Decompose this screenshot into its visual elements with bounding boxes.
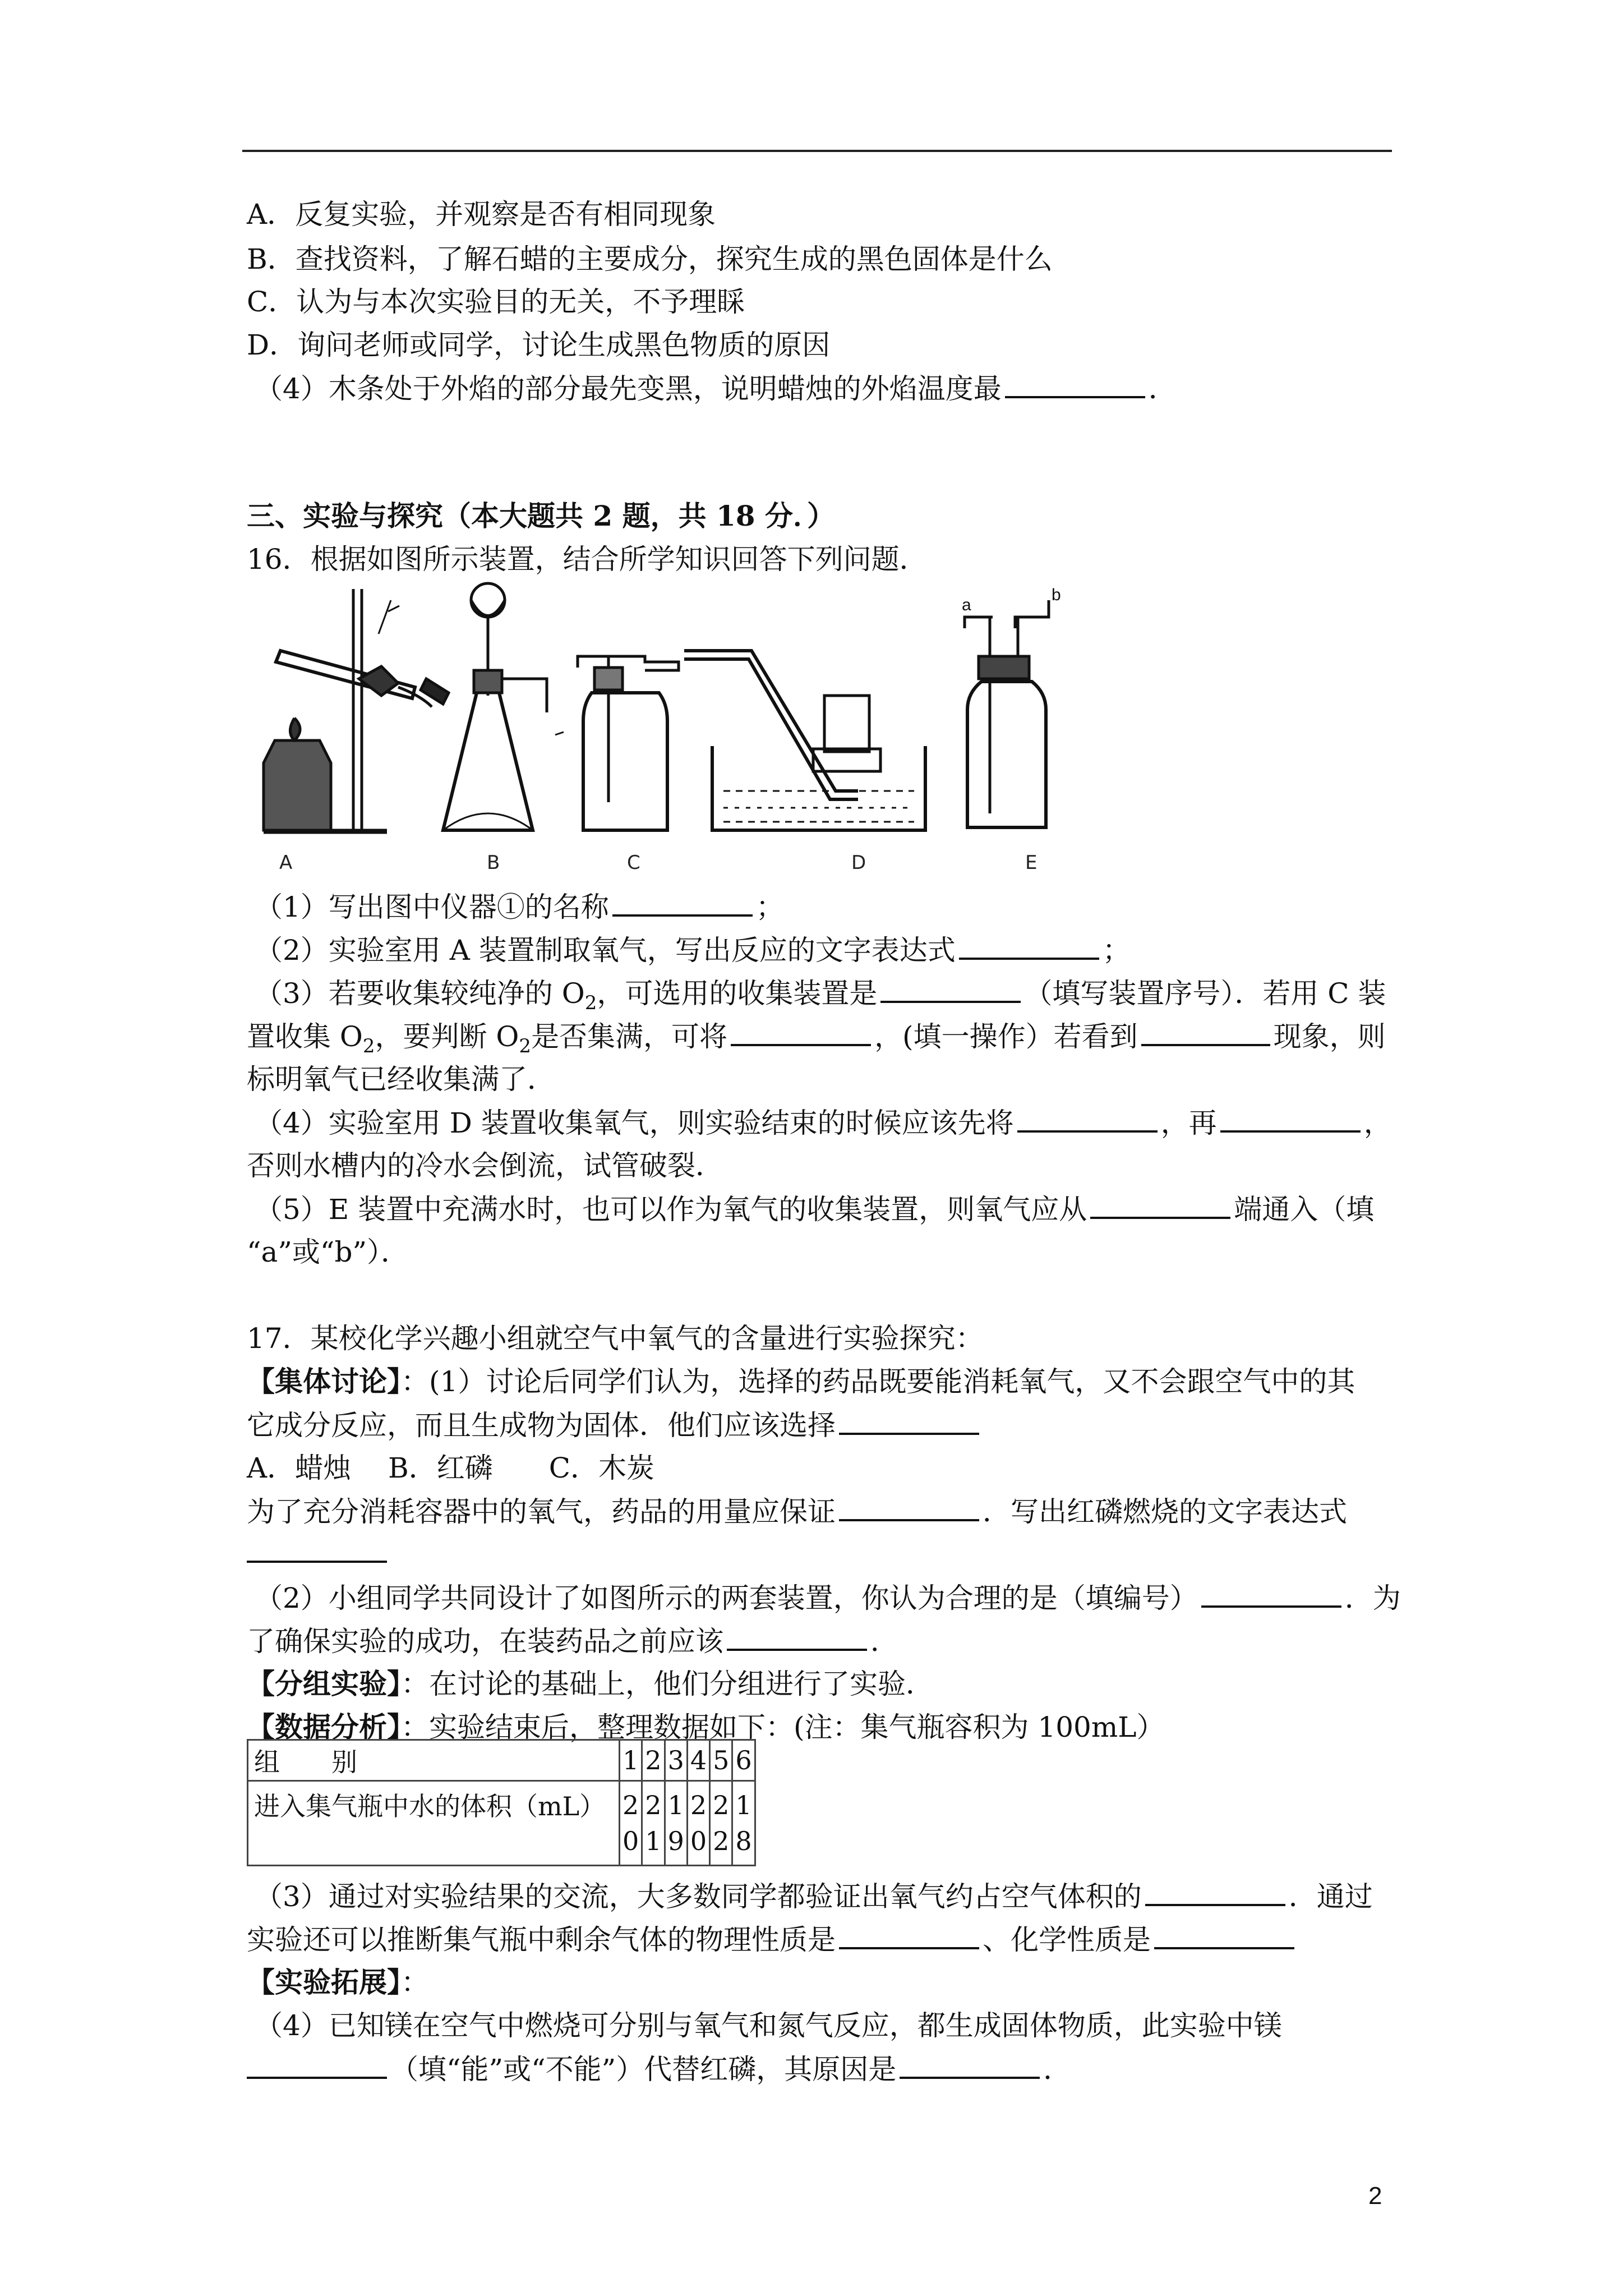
answer-blank[interactable] (731, 1019, 871, 1046)
answer-blank[interactable] (839, 1408, 979, 1435)
answer-blank[interactable] (839, 1922, 979, 1949)
answer-blank[interactable] (1141, 1019, 1270, 1046)
table-cell: 5 (710, 1740, 732, 1781)
table-cell: 21 (642, 1781, 665, 1866)
table-cell: 20 (620, 1781, 642, 1866)
question-17-1-line1: 【集体讨论】：(1）讨论后同学们认为，选择的药品既要能消耗氧气，又不会跟空气中的其 (247, 1365, 1355, 1398)
option-a: A．反复实验，并观察是否有相同现象 (247, 198, 716, 231)
answer-blank[interactable] (727, 1624, 867, 1651)
group-experiment: 【分组实验】：在讨论的基础上，他们分组进行了实验． (247, 1667, 934, 1700)
question-17-4-line1: （4）已知镁在空气中燃烧可分别与氧气和氮气反应，都生成固体物质，此实验中镁 (255, 2009, 1282, 2042)
option-d: D．询问老师或同学，讨论生成黑色物质的原因 (247, 329, 831, 361)
question-16-3-line2: 置收集 $O_2$，要判断 $O_2$是否集满，可将 ，(填一操作）若看到 现象，则 (247, 1020, 1386, 1057)
figure-label-d: D (851, 852, 866, 874)
question-17-1-line4 (247, 1536, 390, 1570)
answer-blank[interactable] (612, 890, 753, 917)
table-cell: 4 (687, 1740, 709, 1781)
question-16-5-line1: （5）E 装置中充满水时，也可以作为氧气的收集装置，则氧气应从 端通入（填 (255, 1193, 1375, 1226)
question-16-5-line2: “a”或“b”）． (247, 1236, 409, 1268)
question-17-3-line2: 实验还可以推断集气瓶中剩余气体的物理性质是 、化学性质是 (247, 1922, 1298, 1957)
table-cell: 3 (665, 1740, 687, 1781)
question-17-1-line2: 它成分反应，而且生成物为固体．他们应该选择 (247, 1408, 983, 1442)
apparatus-c (578, 656, 679, 830)
table-cell: 18 (732, 1781, 755, 1866)
table-cell: 20 (687, 1781, 709, 1866)
answer-blank[interactable] (1017, 1106, 1158, 1133)
answer-blank[interactable] (1005, 371, 1145, 398)
question-17-4-line2: （填“能”或“不能”）代替红磷，其原因是 ． (247, 2052, 1071, 2086)
option-c: C．认为与本次实验目的无关，不予理睬 (247, 286, 745, 318)
answer-blank[interactable] (959, 933, 1099, 960)
apparatus-b (443, 583, 564, 830)
experiment-extension: 【实验拓展】： (247, 1966, 429, 1999)
figure-label-a: A (279, 852, 293, 874)
answer-blank[interactable] (880, 976, 1021, 1003)
answer-blank[interactable] (839, 1494, 979, 1521)
answer-blank[interactable] (1201, 1581, 1341, 1608)
option-b: B．查找资料，了解石蜡的主要成分，探究生成的黑色固体是什么 (247, 243, 1053, 275)
page-number: 2 (1368, 2182, 1382, 2210)
header-rule (242, 150, 1392, 152)
table-row (248, 1781, 755, 1866)
answer-blank[interactable] (247, 2052, 387, 2079)
question-16-2: （2）实验室用 A 装置制取氧气，写出反应的文字表达式 ； (255, 934, 1131, 967)
answer-blank[interactable] (900, 2052, 1040, 2079)
table-cell: 2 (642, 1740, 665, 1781)
tube-label-b: b (1052, 586, 1061, 604)
question-16-stem: 16．根据如图所示装置，结合所学知识回答下列问题． (247, 543, 928, 576)
table-header-label: 组 别 (248, 1740, 620, 1781)
question-16-4-line1: （4）实验室用 D 装置收集氧气，则实验结束的时候应该先将 ，再 ， (255, 1107, 1392, 1139)
apparatus-e (962, 586, 1061, 827)
question-17-1-line3: 为了充分消耗容器中的氧气，药品的用量应保证 ．写出红磷燃烧的文字表达式 (247, 1496, 1347, 1528)
table-cell: 22 (710, 1781, 732, 1866)
table-cell: 19 (665, 1781, 687, 1866)
table-row-label: 进入集气瓶中水的体积（mL） (248, 1781, 620, 1866)
question-16-4-line2: 否则水槽内的冷水会倒流，试管破裂． (247, 1149, 723, 1182)
apparatus-d (684, 651, 925, 830)
question-17-3-line1: （3）通过对实验结果的交流，大多数同学都验证出氧气约占空气体积的 ．通过 (255, 1880, 1373, 1913)
data-analysis: 【数据分析】：实验结束后，整理数据如下：(注：集气瓶容积为 100mL） (247, 1710, 1165, 1743)
question-16-3-line1: （3）若要收集较纯净的 $O_2$，可选用的收集装置是 （填写装置序号）．若用 C 装 (255, 977, 1386, 1014)
question-16-1: （1）写出图中仪器①的名称 ； (255, 891, 784, 923)
answer-blank[interactable] (1145, 1879, 1285, 1906)
section-title: 三、实验与探究（本大题共 2 题，共 18 分．） (247, 499, 835, 532)
answer-blank[interactable] (1090, 1192, 1230, 1219)
table-row (248, 1740, 755, 1781)
answer-blank[interactable] (1154, 1922, 1294, 1949)
tube-label-a: a (962, 596, 971, 614)
question-16-3-line3: 标明氧气已经收集满了． (247, 1063, 555, 1096)
figure-label-c: C (627, 852, 640, 874)
table-cell: 1 (620, 1740, 642, 1781)
apparatus-a (264, 589, 449, 831)
data-table (247, 1739, 756, 1866)
figure-label-b: B (487, 852, 500, 874)
question-17-2-line2: 了确保实验的成功，在装药品之前应该 ． (247, 1625, 898, 1658)
question-15-4: （4）木条处于外焰的部分最先变黑，说明蜡烛的外焰温度最 ． (255, 372, 1177, 405)
answer-blank[interactable] (1220, 1106, 1361, 1133)
question-17-options: A．蜡烛 B．红磷 C．木炭 (247, 1452, 655, 1484)
question-17-2-line1: （2）小组同学共同设计了如图所示的两套装置，你认为合理的是（填编号） ．为 (255, 1582, 1401, 1614)
answer-blank[interactable] (247, 1536, 387, 1563)
figure-label-e: E (1025, 852, 1038, 874)
question-17-stem: 17．某校化学兴趣小组就空气中氧气的含量进行实验探究： (247, 1322, 984, 1355)
apparatus-figure (241, 567, 1138, 881)
table-cell: 6 (732, 1740, 755, 1781)
